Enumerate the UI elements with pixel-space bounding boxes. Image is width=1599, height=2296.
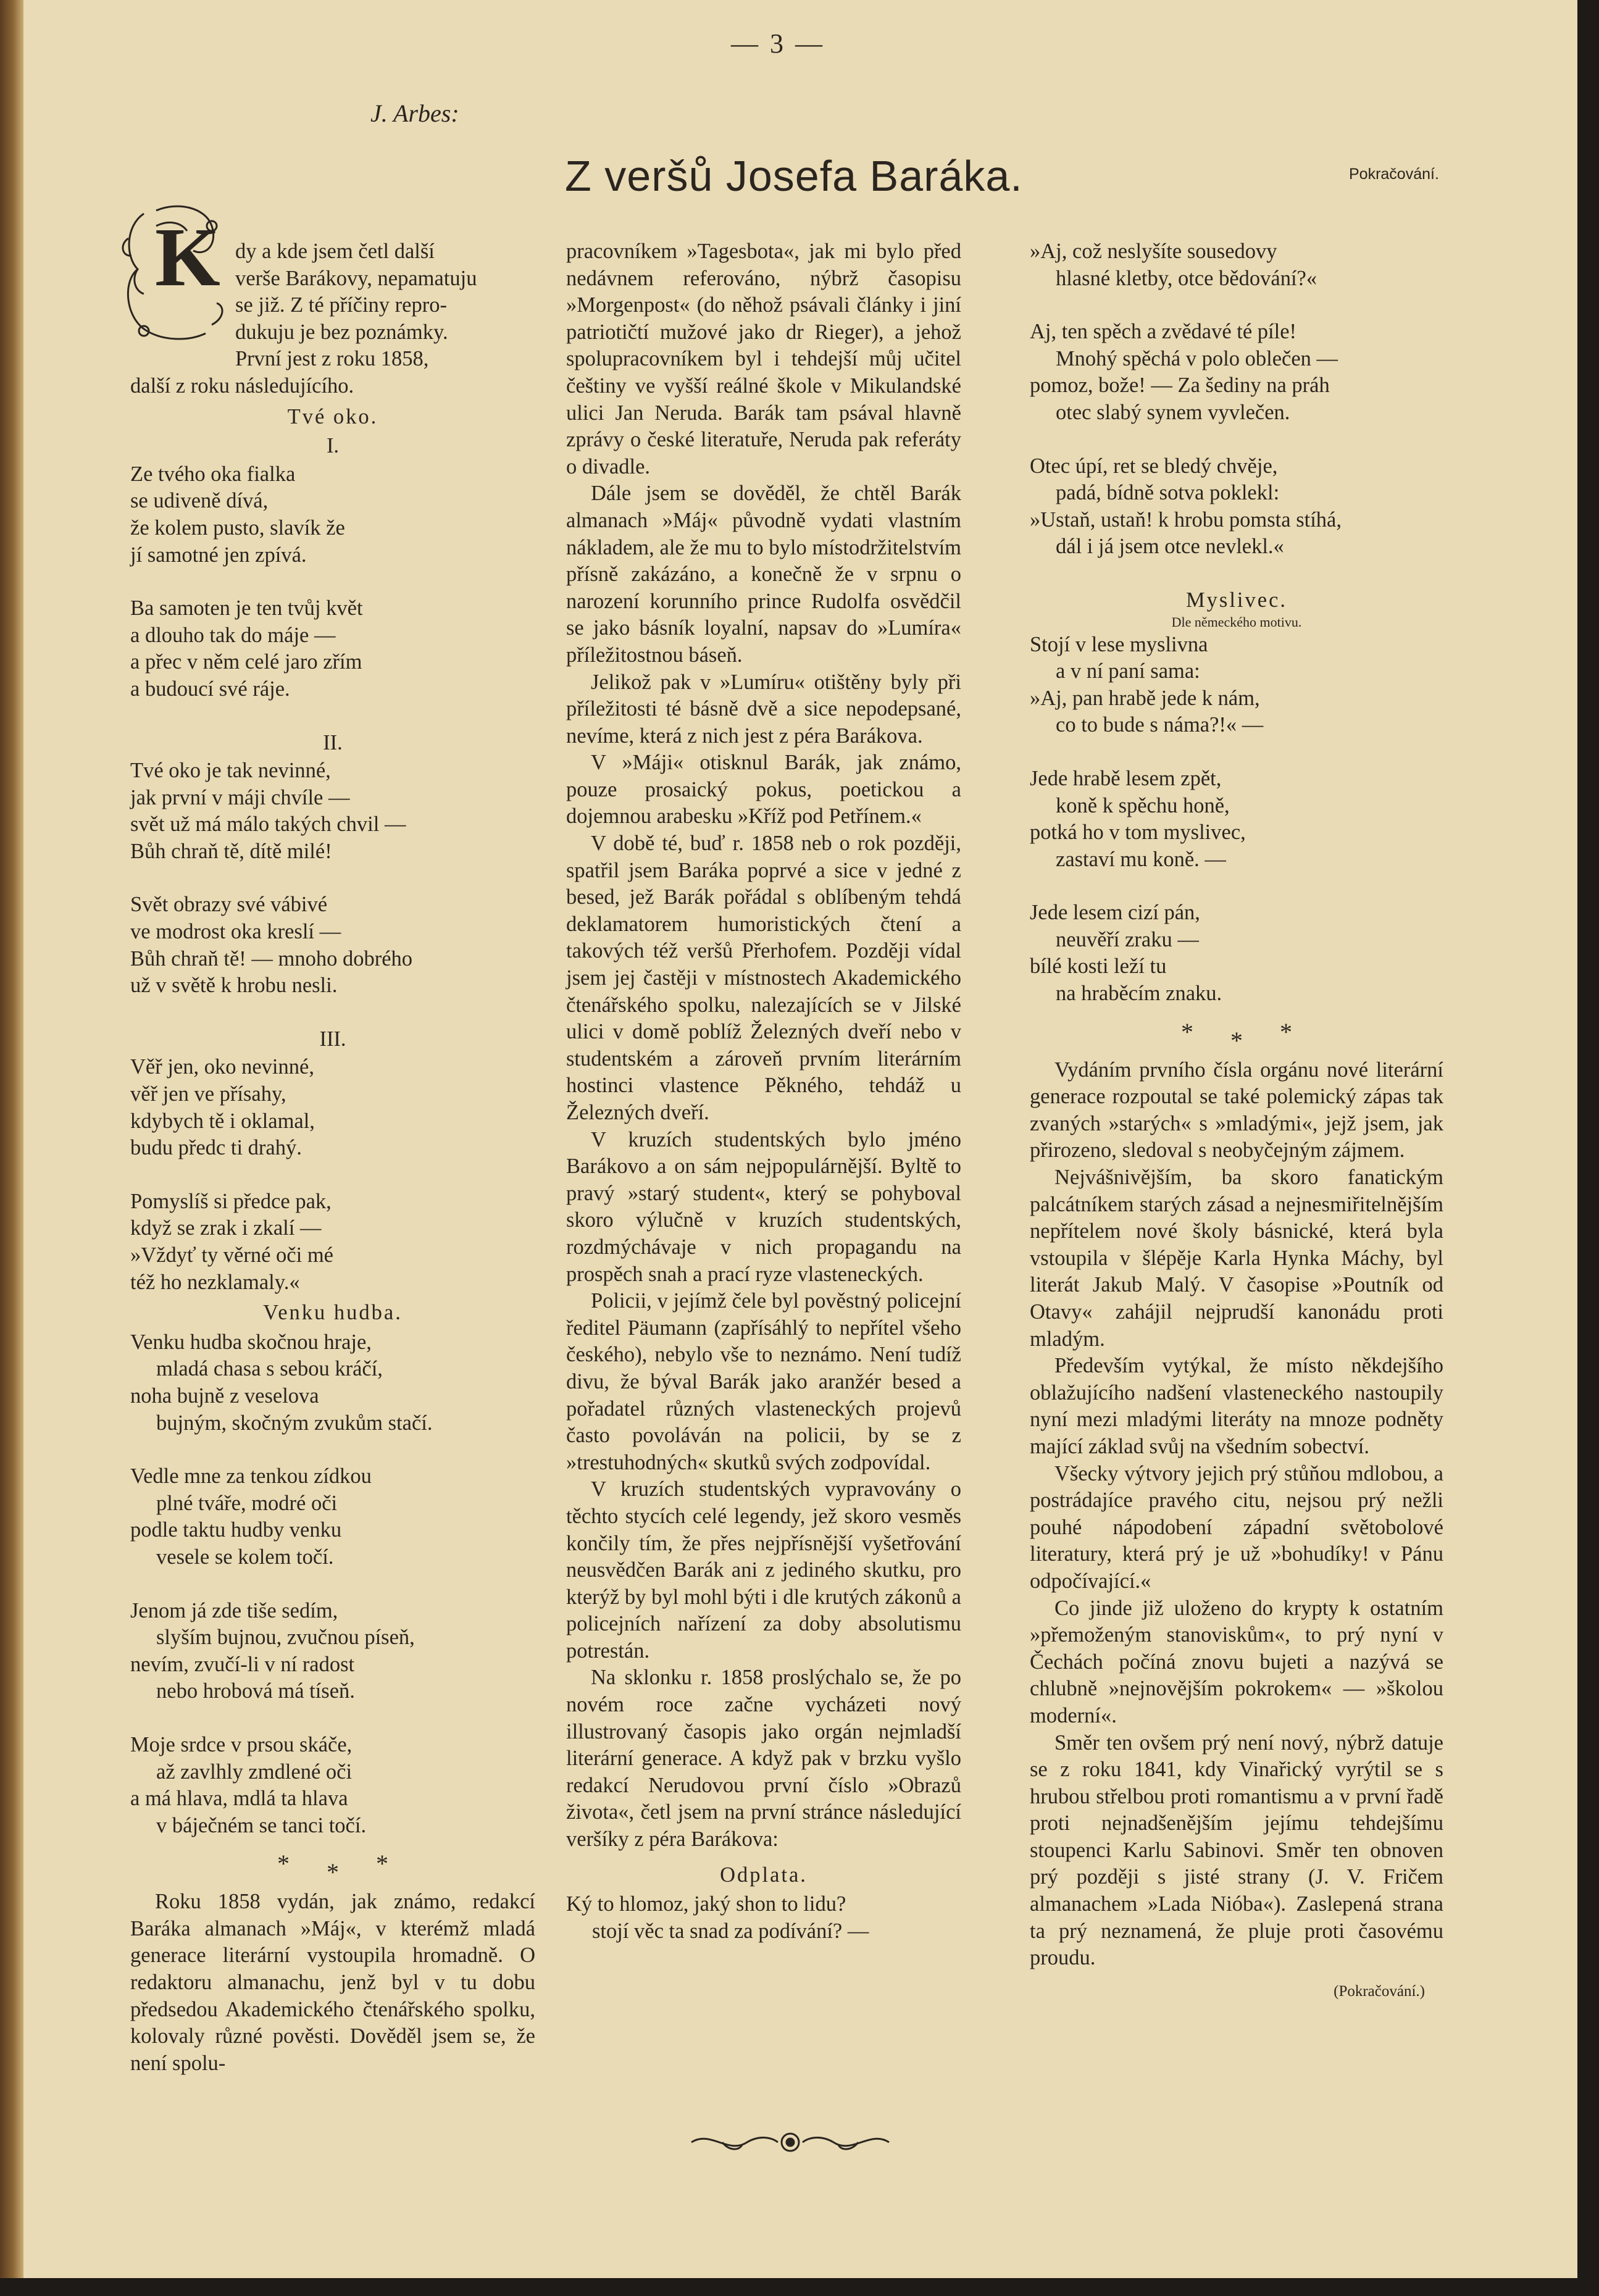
- paragraph: pracovníkem »Tagesbota«, jak mi bylo před nedávnem referováno, nýbrž časopisu »Morgenpost« (do něhož psávali články i jiní patriotičtí mužové jako dr Rieger), a jehož spolupracovníkem byl i tehdejší můj učitel češtiny ve vyšší reálné škole v Mikulandské ulici Jan Neruda. Barák tam psával hlavně zprávy o české literatuře, Neruda pak referáty o divadle.: [566, 240, 961, 478]
- verse-line: Otec úpí, ret se bledý chvěje,: [1030, 454, 1278, 478]
- intro-line: se již. Z té příčiny repro-: [235, 293, 447, 317]
- part-numeral: III.: [319, 1027, 346, 1051]
- verse-line: bílé kosti leží tu: [1030, 954, 1167, 979]
- paragraph: Na sklonku r. 1858 proslýchalo se, že po novém roce začne vycházeti nový illustrovaný časopis jako orgán nejmladší literární generace. A když pak v brzku vyšlo redakcí Nerudovou první číslo »Obrazů života«, četl jsem na první stránce následující veršíky z péra Barákova:: [566, 1666, 961, 1851]
- verse-line: »Aj, což neslyšíte sousedovy: [1030, 240, 1277, 263]
- stanza: [130, 1598, 535, 1705]
- poem-myslivec: [1030, 632, 1443, 1008]
- stanza: [130, 758, 535, 865]
- verse-line: Jede lesem cizí pán,: [1030, 901, 1200, 925]
- poem-title-myslivec: Myslivec.: [1185, 588, 1288, 612]
- verse-line: Ký to hlomoz, jaký shon to lidu?: [566, 1892, 846, 1916]
- verse-line: Mnohý spěchá v polo oblečen —: [1056, 346, 1338, 370]
- verse-line: Věř jen, oko nevinné,: [130, 1055, 314, 1079]
- verse-line: Pomyslíš si předce pak,: [130, 1189, 332, 1213]
- column-3-paragraphs: [1030, 1057, 1443, 1972]
- verse-line: Stojí v lese myslivna: [1030, 632, 1208, 656]
- verse-line: věř jen ve přísahy,: [130, 1082, 286, 1106]
- continuation-note: Pokračování.: [1349, 165, 1439, 183]
- stanza: [130, 1329, 535, 1437]
- intro-line: První jest z roku 1858,: [235, 347, 429, 371]
- column-1: [130, 211, 535, 2077]
- verse-line: plné tváře, modré oči: [156, 1491, 338, 1515]
- verse-line: když se zrak i zkalí —: [130, 1216, 322, 1240]
- verse-line: mladá chasa s sebou kráčí,: [156, 1357, 383, 1381]
- verse-line: jí samotné jen zpívá.: [130, 543, 307, 567]
- verse-line: potká ho v tom myslivec,: [1030, 820, 1246, 845]
- verse-line: v báječném se tanci točí.: [156, 1813, 367, 1837]
- intro-line: dy a kde jsem četl další: [235, 240, 435, 263]
- verse-line: pomoz, bože! — Za šediny na práh: [1030, 374, 1330, 398]
- verse-line: podle taktu hudby venku: [130, 1518, 342, 1542]
- verse-line: hlasné kletby, otce bědování?«: [1056, 266, 1317, 290]
- intro: [130, 211, 535, 400]
- drop-cap: [119, 201, 229, 349]
- part-numeral: II.: [323, 730, 343, 754]
- stanza: [130, 595, 535, 703]
- intro-line: verše Barákovy, nepamatuju: [235, 266, 477, 290]
- verse-line: se udiveně dívá,: [130, 489, 269, 513]
- end-ornament-icon: [685, 2124, 895, 2161]
- poem-venku-hudba: [130, 1300, 535, 1839]
- poem-odplata-continued: [1030, 238, 1443, 561]
- verse-line: Aj, ten spěch a zvědavé té píle!: [1030, 320, 1297, 344]
- verse-line: Bůh chraň tě, dítě milé!: [130, 839, 332, 863]
- paragraph: V »Máji« otisknul Barák, jak známo, pouze prosaický pokus, poetickou a dojemnou arabesku »Kříž pod Petřínem.«: [566, 751, 961, 829]
- verse-line: a budoucí své ráje.: [130, 677, 290, 701]
- stanza: [1030, 766, 1443, 873]
- verse-line: otec slabý synem vyvlečen.: [1056, 400, 1290, 424]
- paragraph: Směr ten ovšem prý není nový, nýbrž datuje se z roku 1841, kdy Vinařický vyrýtil se s hrubou střelbou proti romantismu a v první řadě proti nejnadšenějším jejímu tehdejšímu stoupenci Karlu Sabinovi. Směr ten obnoven prý později s jisté strany (J. V. Fričem almanachem »Lada Nióba«). Zaslepená strana ta prý neznamená, že pluje proti časovému proudu.: [1030, 1730, 1443, 1970]
- verse-line: »Vždyť ty věrné oči mé: [130, 1243, 333, 1267]
- column-2-paragraphs: [566, 238, 961, 1853]
- column-2: [566, 238, 961, 1945]
- part-numeral: I.: [326, 434, 340, 458]
- continuation-signature: (Pokračování.): [1334, 1982, 1425, 2000]
- stanza: [130, 891, 535, 999]
- verse-line: až zavlhly zmdlené oči: [156, 1760, 353, 1784]
- verse-line: Tvé oko je tak nevinné,: [130, 759, 331, 783]
- verse-line: slyším bujnou, zvučnou píseň,: [156, 1626, 415, 1650]
- verse-line: svět už má málo takých chvil —: [130, 812, 406, 837]
- stanza: [130, 461, 535, 569]
- verse-line: Vedle mne za tenkou zídkou: [130, 1464, 372, 1488]
- verse-line: Jede hrabě lesem zpět,: [1030, 766, 1222, 790]
- drop-letter: K: [155, 211, 220, 304]
- page-number: — 3 —: [731, 28, 825, 59]
- verse-line: Jenom já zde tiše sedím,: [130, 1598, 338, 1622]
- article-title: Z veršů Josefa Baráka.: [565, 152, 1023, 200]
- verse-line: Venku hudba skočnou hraje,: [130, 1330, 372, 1354]
- column-3: [1030, 238, 1443, 2005]
- verse-line: na hraběcím znaku.: [1056, 982, 1222, 1006]
- verse-line: Svět obrazy své vábivé: [130, 893, 328, 917]
- author: J. Arbes:: [370, 99, 459, 127]
- paragraph: V kruzích studentských vypravovány o těchto stycích celé legendy, jež skoro vesměs končily tím, že přes nejpřísnější vyšetřování neusvědčen Barák ani z jediného skutku, pro kterýž by byl mohl býti i dle krutých zákonů a policejních nařízení za doby absolutismu potrestán.: [566, 1477, 961, 1663]
- stanza: [1030, 453, 1443, 561]
- verse-line: Moje srdce v prsou skáče,: [130, 1732, 353, 1756]
- verse-line: »Ustaň, ustaň! k hrobu pomsta stíhá,: [1030, 507, 1342, 532]
- verse-line: jak první v máji chvíle —: [130, 785, 350, 809]
- stanza: [130, 1732, 535, 1839]
- paragraph: Vydáním prvního čísla orgánu nové literární generace rozpoutal se také polemický zápas tak zvaných »starých« s »mladými«, jejž jsem, jak přirozeno, sledoval s neobyčejným zájmem.: [1030, 1058, 1443, 1163]
- paragraph: Všecky výtvory jejich prý stůňou mdlobou, a postrádajíce pravého citu, nejsou prý nežli pouhé nápodobení západní světobolové literatury, která prý je už »bohudíky! v Pánu odpočívající.«: [1030, 1461, 1443, 1593]
- verse-line: Ba samoten je ten tvůj květ: [130, 596, 363, 620]
- stanza: [130, 1463, 535, 1571]
- verse-line: ve modrost oka kreslí —: [130, 920, 341, 944]
- poem-title-odplata: Odplata.: [720, 1863, 808, 1887]
- section-divider: * * *: [1181, 1017, 1292, 1054]
- verse-line: co to bude s náma?!« —: [1056, 713, 1264, 737]
- stanza: [1030, 238, 1443, 292]
- stanza: [1030, 632, 1443, 739]
- verse-line: že kolem pusto, slavík že: [130, 516, 345, 540]
- verse-line: nevím, zvučí-li v ní radost: [130, 1652, 355, 1676]
- paragraph: Co jinde již uloženo do krypty k ostatním »přemoženým stanoviskům«, to prý nyní v Čechách počíná znovu bujeti a nazývá se chlubně »nejnovějším pokrokem« — »školou moderní«.: [1030, 1596, 1443, 1727]
- verse-line: »Aj, pan hrabě jede k nám,: [1030, 686, 1260, 710]
- book-spine: [0, 0, 23, 2278]
- verse-line: dál i já jsem otce nevlekl.«: [1056, 535, 1284, 559]
- verse-line: noha bujně z veselova: [130, 1384, 319, 1408]
- verse-line: zastaví mu koně. —: [1056, 847, 1226, 871]
- verse-line: též ho nezklamaly.«: [130, 1270, 300, 1294]
- stanza: [130, 1188, 535, 1296]
- intro-line: další z roku následujícího.: [130, 374, 354, 398]
- poem-title: Tvé oko.: [287, 404, 378, 428]
- stanza: [130, 1054, 535, 1161]
- verse-line: a přec v něm celé jaro zřím: [130, 650, 362, 674]
- paragraph: V době té, buď r. 1858 neb o rok později, spatřil jsem Baráka poprvé a sice v jedné z besed, jež Barák pořádal s oblíbeným tehdá deklamatorem humoristických čtení a takových též veršů Přerhofem. Později vídal jsem jej častěji v místnostech Akademického čtenářského spolku, nalezajících se v Jilské ulici v domě poblíž Železných dveří nebo v studentském a zároveň prvním literárním hostinci vlastence Pěkného, tehdáž u Železných dveří.: [566, 832, 961, 1124]
- paragraph: Především vytýkal, že místo někdejšího oblažujícího nadšení vlasteneckého nastoupily nyní mezi mladými literáty na mnoze podněty mající základ svůj na všedním sobectví.: [1030, 1354, 1443, 1458]
- verse-line: padá, bídně sotva poklekl:: [1056, 481, 1280, 505]
- column-1-paragraph: Roku 1858 vydán, jak známo, redakcí Baráka almanach »Máj«, v kterémž mladá generace literární vystoupila hromadně. O redaktoru almanachu, jenž byl v tu dobu předsedou Akademického čtenářského spolku, kolovaly různé pověsti. Dověděl jsem se, že není spolu-: [130, 1890, 535, 2075]
- poem-tve-oko: [130, 404, 535, 1296]
- verse-line: neuvěří zraku —: [1056, 927, 1199, 951]
- verse-line: a v ní paní sama:: [1056, 659, 1200, 683]
- verse-line: bujným, skočným zvukům stačí.: [156, 1411, 433, 1435]
- verse-line: a dlouho tak do máje —: [130, 623, 336, 647]
- section-divider: * * *: [277, 1850, 388, 1887]
- verse-line: koně k spěchu honě,: [1056, 793, 1230, 817]
- poem-title: Venku hudba.: [263, 1301, 403, 1325]
- paragraph: Nejvášnivějším, ba skoro fanatickým palcátníkem starých zásad a nejnesmiřitelnějším nepřítelem nové školy básnické, která byla vstoupila v šlépěje Karla Hynka Máchy, byl literát Jakub Malý. V časopise »Poutník od Otavy« zahájil nejprudší kanonádu proti mladým.: [1030, 1166, 1443, 1351]
- stanza: [1030, 319, 1443, 426]
- verse-line: už v světě k hrobu nesli.: [130, 974, 338, 998]
- verse-line: a má hlava, mdlá ta hlava: [130, 1787, 348, 1811]
- poem-odplata-lines: [566, 1891, 961, 1945]
- verse-line: budu předc ti drahý.: [130, 1136, 302, 1160]
- verse-line: nebo hrobová má tíseň.: [156, 1679, 355, 1703]
- verse-line: Ze tvého oka fialka: [130, 462, 296, 486]
- paragraph: Dále jsem se dověděl, že chtěl Barák almanach »Máj« původně vydati vlastním nákladem, ale že mu to bylo místodržitelstvím přísně zakázáno, a konečně že v srpnu o narození korunního prince Rudolfa osvědčil se jako básník loyalní, napsav do »Lumíra« příležitostnou báseň.: [566, 482, 961, 667]
- verse-line: stojí věc ta snad za podívání? —: [592, 1919, 869, 1943]
- stanza: [1030, 900, 1443, 1007]
- paragraph: V kruzích studentských bylo jméno Barákovo a on sám nejpopulárnější. Byltě to pravý »starý student«, který se pohyboval skoro výlučně v kruzích studentských, rozdmýchávaje v nich propagandu na prospěch snah a prací ryze vlasteneckých.: [566, 1127, 961, 1286]
- paragraph: Jelikož pak v »Lumíru« otištěny byly při příležitosti té básně dvě a sice nepodepsané, nevíme, která z nich jest z péra Barákova.: [566, 670, 961, 748]
- verse-line: vesele se kolem točí.: [156, 1545, 334, 1569]
- intro-line: dukuju je bez poznámky.: [235, 320, 448, 344]
- poem-subtitle: Dle německého motivu.: [1171, 614, 1302, 630]
- verse-line: kdybych tě i oklamal,: [130, 1109, 315, 1133]
- paragraph: Policii, v jejímž čele byl pověstný policejní ředitel Päumann (zapřísáhlý to nepřítel všeho českého), nebylo vše to neznámo. Není tudíž divu, že býval Barák jako aranžér besed a pořadatel různých vlasteneckých projevů často povoláván na policii, by se z »trestuhodných« skutků svých zodpovídal.: [566, 1289, 961, 1474]
- verse-line: Bůh chraň tě! — mnoho dobrého: [130, 946, 413, 971]
